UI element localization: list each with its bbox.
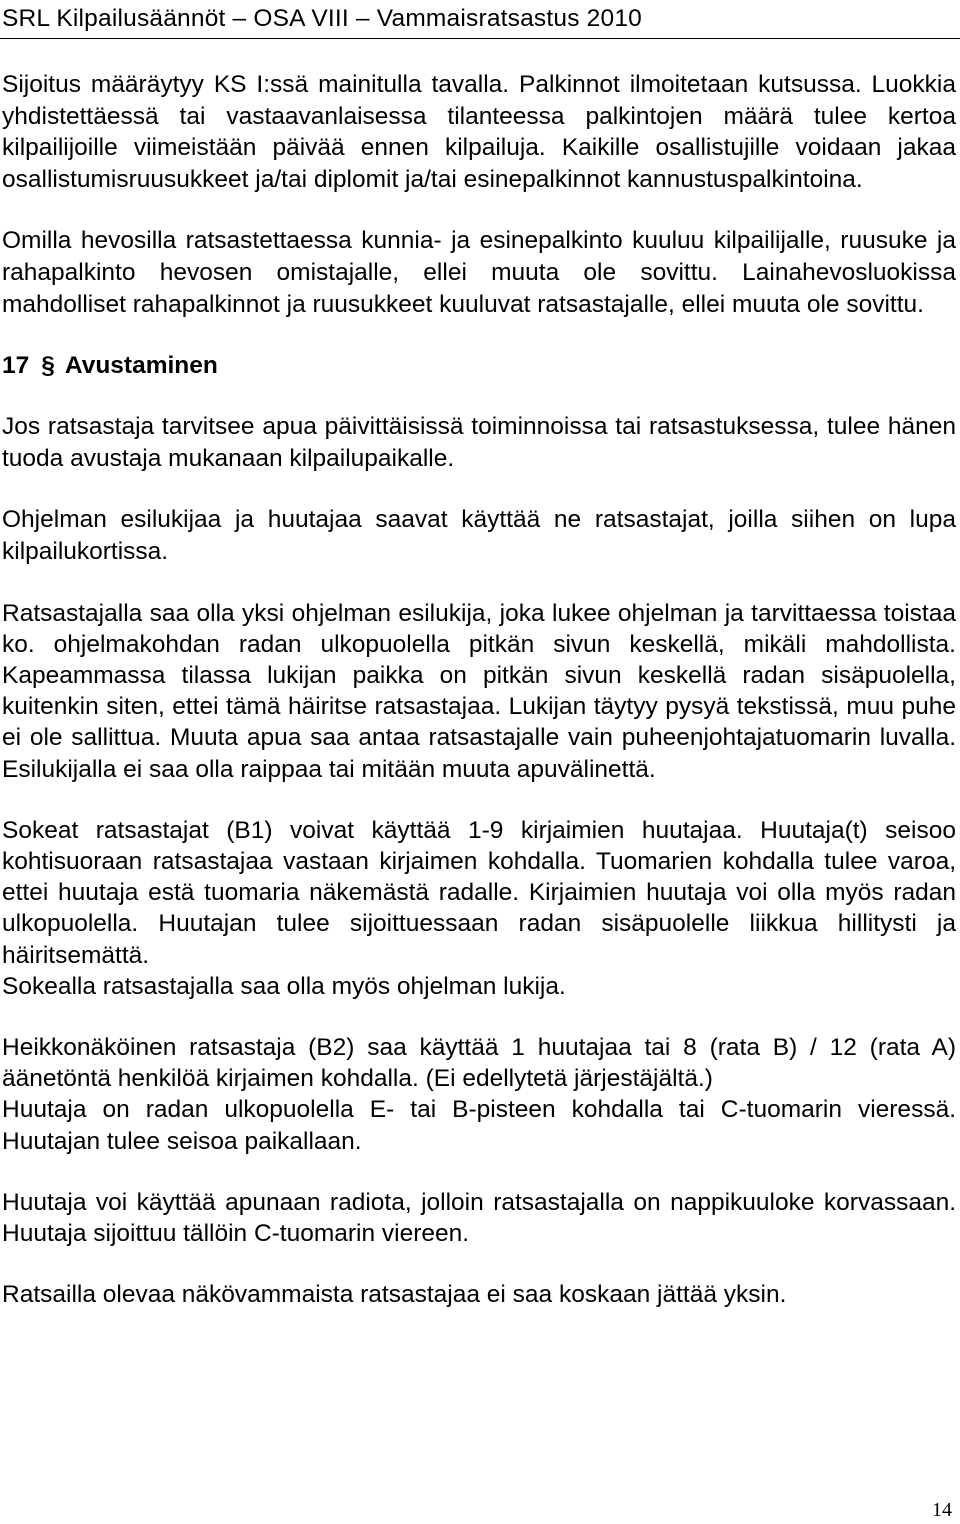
section-sign: §: [41, 352, 55, 380]
paragraph-blind-callers: Sokeat ratsastajat (B1) voivat käyttää 1-9 kirjaimien huutajaa. Huutaja(t) seisoo kohtisuoraan ratsastajaa vastaan kirjaimen kohdalla. Tuomarien kohdalla tulee varoa, ettei huutaja estä tuomaria näkemästä radalle. Kirjaimien huutaja voi olla myös radan ulkopuolella. Huutajan tulee sijoittuessaan radan sisäpuolelle liikkua hillitysti ja häiritsemättä.: [2, 816, 956, 969]
paragraph-blind-reader: Sokealla ratsastajalla saa olla myös ohjelman lukija.: [2, 972, 566, 1000]
paragraph-prizes: Omilla hevosilla ratsastettaessa kunnia- ja esinepalkinto kuuluu kilpailijalle, ruusuke ja rahapalkinto hevosen omistajalle, ellei muuta ole sovittu. Lainahevosluokissa mahdolliset rahapalkinnot ja ruusukkeet kuuluvat ratsastajalle, ellei muuta ole sovittu.: [2, 227, 956, 318]
section-number: 17: [2, 352, 30, 380]
header-title: SRL Kilpailusäännöt – OSA VIII – Vammaisratsastus 2010: [2, 5, 642, 32]
paragraph-never-alone: Ratsailla olevaa näkövammaista ratsastajaa ei saa koskaan jättää yksin.: [2, 1281, 787, 1309]
page-header: [0, 2, 960, 39]
paragraph-caller-position: Huutaja on radan ulkopuolella E- tai B-pisteen kohdalla tai C-tuomarin vieressä. Huutajan tulee seisoa paikallaan.: [2, 1096, 956, 1155]
paragraph-visually-impaired: Heikkonäköinen ratsastaja (B2) saa käyttää 1 huutajaa tai 8 (rata B) / 12 (rata A) äänetöntä henkilöä kirjaimen kohdalla. (Ei edellytetä järjestäjältä.): [2, 1033, 956, 1093]
section-heading: [2, 350, 956, 381]
paragraph-placement: Sijoitus määräytyy KS I:ssä mainitulla tavalla. Palkinnot ilmoitetaan kutsussa. Luokkia yhdistettäessä tai vastaavanlaisessa tilanteessa palkintojen määrä tulee kertoa kilpailijoille viimeistään päivää ennen kilpailuja. Kaikille osallistujille voidaan jakaa osallistumisruusukkeet ja/tai diplomit ja/tai esinepalkinnot kannustuspalkintoina.: [2, 71, 956, 193]
paragraph-radio: Huutaja voi käyttää apunaan radiota, jolloin ratsastajalla on nappikuuloke korvassaan. Huutaja sijoittuu tällöin C-tuomarin viereen.: [2, 1188, 956, 1247]
section-title: Avustaminen: [64, 352, 218, 380]
paragraph-assistant: Jos ratsastaja tarvitsee apua päivittäisissä toiminnoissa tai ratsastuksessa, tulee hänen tuoda avustaja mukanaan kilpailupaikalle.: [2, 413, 956, 472]
paragraph-reader-rules: Ratsastajalla saa olla yksi ohjelman esilukija, joka lukee ohjelman ja tarvittaessa toistaa ko. ohjelmakohdan radan ulkopuolella pitkän sivun keskellä, mikäli mahdollista. Kapeammassa tilassa lukijan paikka on pitkän sivun keskellä radan sisäpuolella, kuitenkin siten, ettei tämä häiritse ratsastajaa. Lukijan täytyy pysyä tekstissä, muu puhe ei ole sallittua. Muuta apua saa antaa ratsastajalle vain puheenjohtajatuomarin luvalla. Esilukijalla ei saa olla raippaa tai mitään muuta apuvälinettä.: [2, 599, 956, 783]
page-number: 14: [932, 1499, 952, 1521]
paragraph-reader-permission: Ohjelman esilukijaa ja huutajaa saavat käyttää ne ratsastajat, joilla siihen on lupa kilpailukortissa.: [2, 506, 956, 565]
document-body: [2, 69, 956, 1311]
